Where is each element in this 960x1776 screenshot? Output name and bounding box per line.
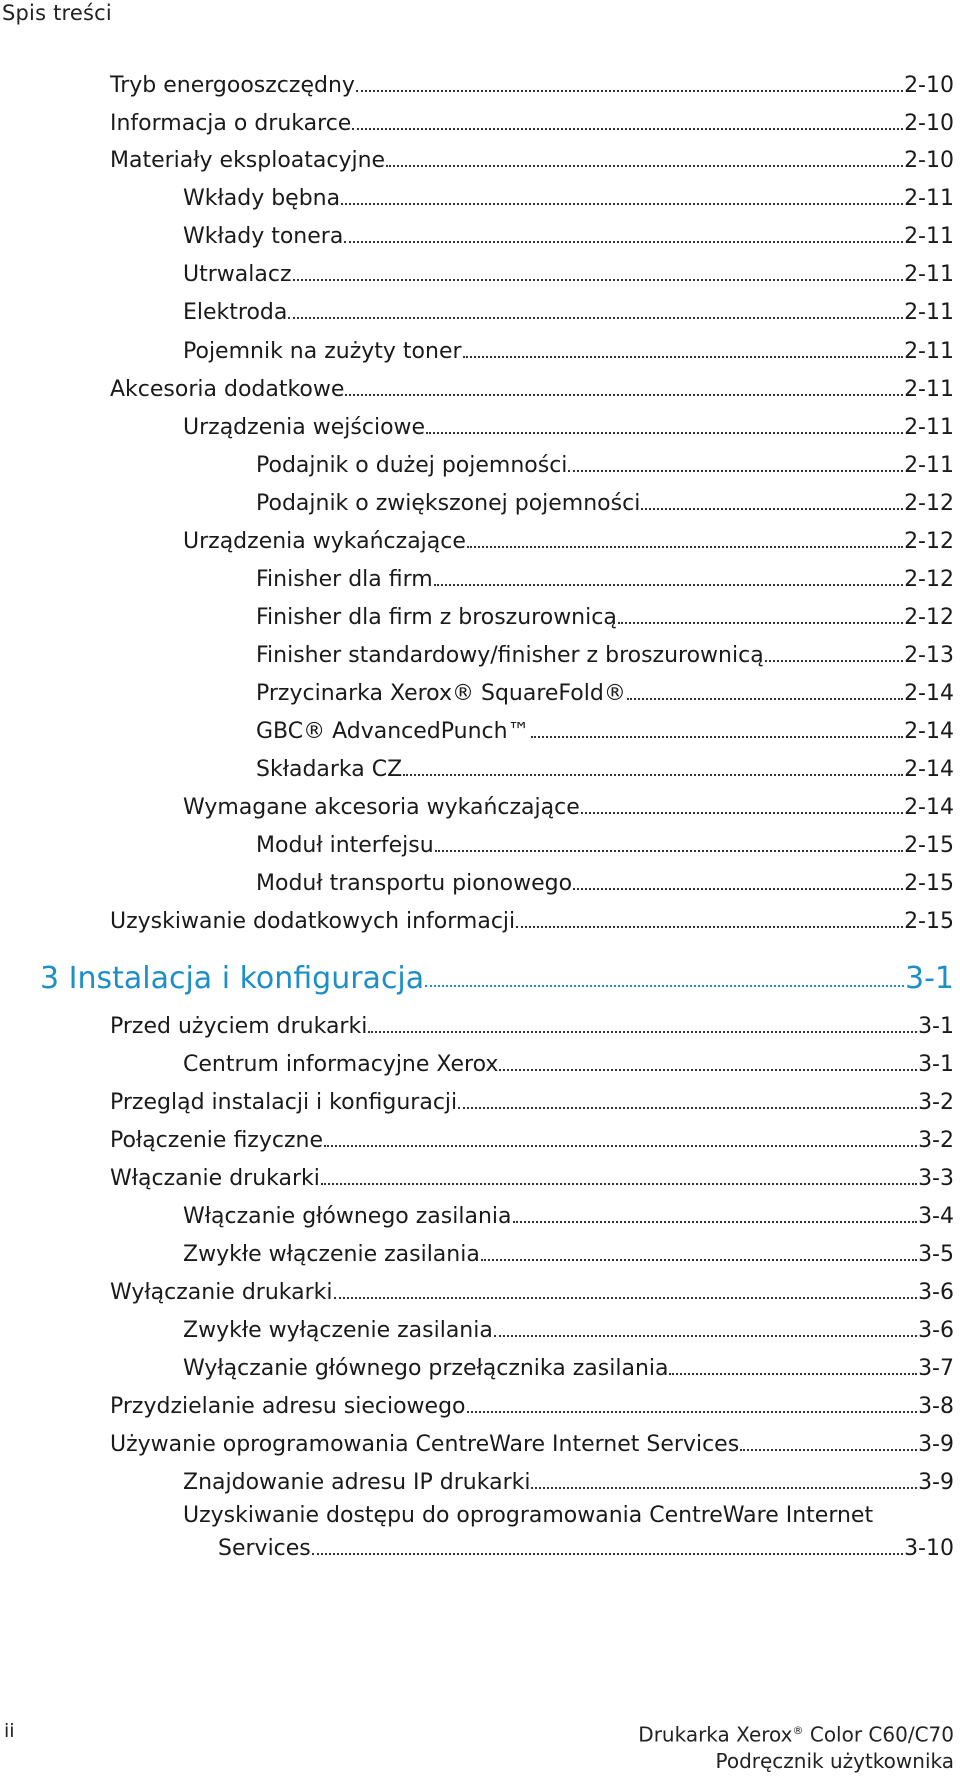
dot-leader: [288, 317, 903, 319]
dot-leader: [368, 1031, 917, 1033]
dot-leader: [641, 508, 903, 510]
dot-leader: [765, 660, 903, 662]
dot-leader: [386, 165, 903, 167]
toc-entry[interactable]: Podajnik o zwiększonej pojemności 2-12: [256, 491, 954, 516]
dot-leader: [341, 203, 903, 205]
dot-leader: [481, 1259, 917, 1261]
toc-entry[interactable]: Informacja o drukarce 2-10: [110, 111, 954, 136]
toc-entry[interactable]: Moduł interfejsu 2-15: [256, 833, 954, 858]
toc-entry[interactable]: Akcesoria dodatkowe 2-11: [110, 377, 954, 402]
dot-leader: [434, 584, 903, 586]
toc-entry[interactable]: Połączenie fizyczne 3-2: [110, 1128, 954, 1153]
toc-entry[interactable]: Utrwalacz 2-11: [183, 262, 954, 287]
dot-leader: [321, 1183, 917, 1185]
toc-entry[interactable]: Podajnik o dużej pojemności 2-11: [256, 453, 954, 478]
toc-entry[interactable]: Wkłady tonera 2-11: [183, 224, 954, 249]
toc-entry[interactable]: Finisher dla firm z broszurownicą 2-12: [256, 605, 954, 630]
dot-leader: [494, 1335, 917, 1337]
dot-leader: [499, 1069, 917, 1071]
footer-product-name: Drukarka Xerox® Color C60/C70: [638, 1722, 954, 1747]
dot-leader: [568, 470, 903, 472]
dot-leader: [458, 1107, 917, 1109]
toc-entry[interactable]: Przegląd instalacji i konfiguracji 3-2: [110, 1090, 954, 1115]
dot-leader: [467, 546, 903, 548]
toc-entry[interactable]: Materiały eksploatacyjne 2-10: [110, 148, 954, 173]
toc-entry[interactable]: GBC® AdvancedPunch™ 2-14: [256, 719, 954, 744]
toc-entry[interactable]: Przycinarka Xerox® SquareFold® 2-14: [256, 681, 954, 706]
dot-leader: [573, 888, 903, 890]
dot-leader: [467, 1411, 918, 1413]
toc-entry[interactable]: Zwykłe wyłączenie zasilania 3-6: [183, 1318, 954, 1343]
dot-leader: [426, 432, 903, 434]
toc-entry-title-line1: Uzyskiwanie dostępu do oprogramowania CentreWare Internet: [183, 1503, 874, 1528]
dot-leader: [356, 90, 903, 92]
toc-entry-wrapped[interactable]: [183, 1503, 954, 1561]
toc-entry[interactable]: Wkłady bębna 2-11: [183, 186, 954, 211]
toc-entry[interactable]: Finisher standardowy/finisher z broszurownicą 2-13: [256, 643, 954, 668]
toc-entry[interactable]: Przydzielanie adresu sieciowego 3-8: [110, 1394, 954, 1419]
toc-entry[interactable]: Włączanie głównego zasilania 3-4: [183, 1204, 954, 1229]
dot-leader: [344, 241, 903, 243]
section-header: Spis treści: [2, 1, 112, 25]
registered-mark: ®: [792, 1724, 804, 1737]
toc-entry[interactable]: Wyłączanie głównego przełącznika zasilania 3-7: [183, 1356, 954, 1381]
toc-entry[interactable]: Elektroda 2-11: [183, 300, 954, 325]
dot-leader: [669, 1373, 917, 1375]
toc-chapter-entry[interactable]: 3 Instalacja i konfiguracja 3-1: [40, 961, 954, 996]
dot-leader: [403, 774, 903, 776]
dot-leader: [531, 736, 903, 738]
toc-entry[interactable]: Wymagane akcesoria wykańczające 2-14: [183, 795, 954, 820]
dot-leader: [531, 1487, 917, 1489]
toc-entry[interactable]: Składarka CZ 2-14: [256, 757, 954, 782]
dot-leader: [463, 356, 904, 358]
dot-leader: [740, 1449, 917, 1451]
dot-leader: [345, 394, 903, 396]
dot-leader: [293, 279, 904, 281]
dot-leader: [312, 1553, 903, 1555]
page-number: ii: [4, 1720, 15, 1742]
dot-leader: [581, 812, 903, 814]
toc-entry[interactable]: Znajdowanie adresu IP drukarki 3-9: [183, 1470, 954, 1495]
toc-entry[interactable]: Używanie oprogramowania CentreWare Internet Services 3-9: [110, 1432, 954, 1457]
toc-entry[interactable]: Moduł transportu pionowego 2-15: [256, 871, 954, 896]
dot-leader: [324, 1145, 917, 1147]
dot-leader: [627, 698, 903, 700]
toc-entry[interactable]: Urządzenia wejściowe 2-11: [183, 415, 954, 440]
dot-leader: [334, 1297, 918, 1299]
toc-entry[interactable]: Urządzenia wykańczające 2-12: [183, 529, 954, 554]
toc-entry-line2: Services 3-10: [218, 1536, 954, 1561]
toc-entry[interactable]: Uzyskiwanie dodatkowych informacji 2-15: [110, 909, 954, 934]
dot-leader: [618, 622, 903, 624]
dot-leader: [352, 128, 903, 130]
dot-leader: [516, 926, 903, 928]
toc-entry[interactable]: Finisher dla firm 2-12: [256, 567, 954, 592]
toc-entry[interactable]: Włączanie drukarki 3-3: [110, 1166, 954, 1191]
toc-entry[interactable]: Wyłączanie drukarki 3-6: [110, 1280, 954, 1305]
dot-leader: [425, 985, 904, 987]
dot-leader: [435, 850, 903, 852]
dot-leader: [513, 1221, 918, 1223]
toc-entry[interactable]: Zwykłe włączenie zasilania 3-5: [183, 1242, 954, 1267]
toc-entry[interactable]: Przed użyciem drukarki 3-1: [110, 1014, 954, 1039]
toc-entry[interactable]: Tryb energooszczędny 2-10: [110, 73, 954, 98]
toc-entry[interactable]: Pojemnik na zużyty toner 2-11: [183, 339, 954, 364]
footer-guide-title: Podręcznik użytkownika: [715, 1748, 954, 1773]
toc-entry[interactable]: Centrum informacyjne Xerox 3-1: [183, 1052, 954, 1077]
footer-product: [638, 1718, 954, 1774]
